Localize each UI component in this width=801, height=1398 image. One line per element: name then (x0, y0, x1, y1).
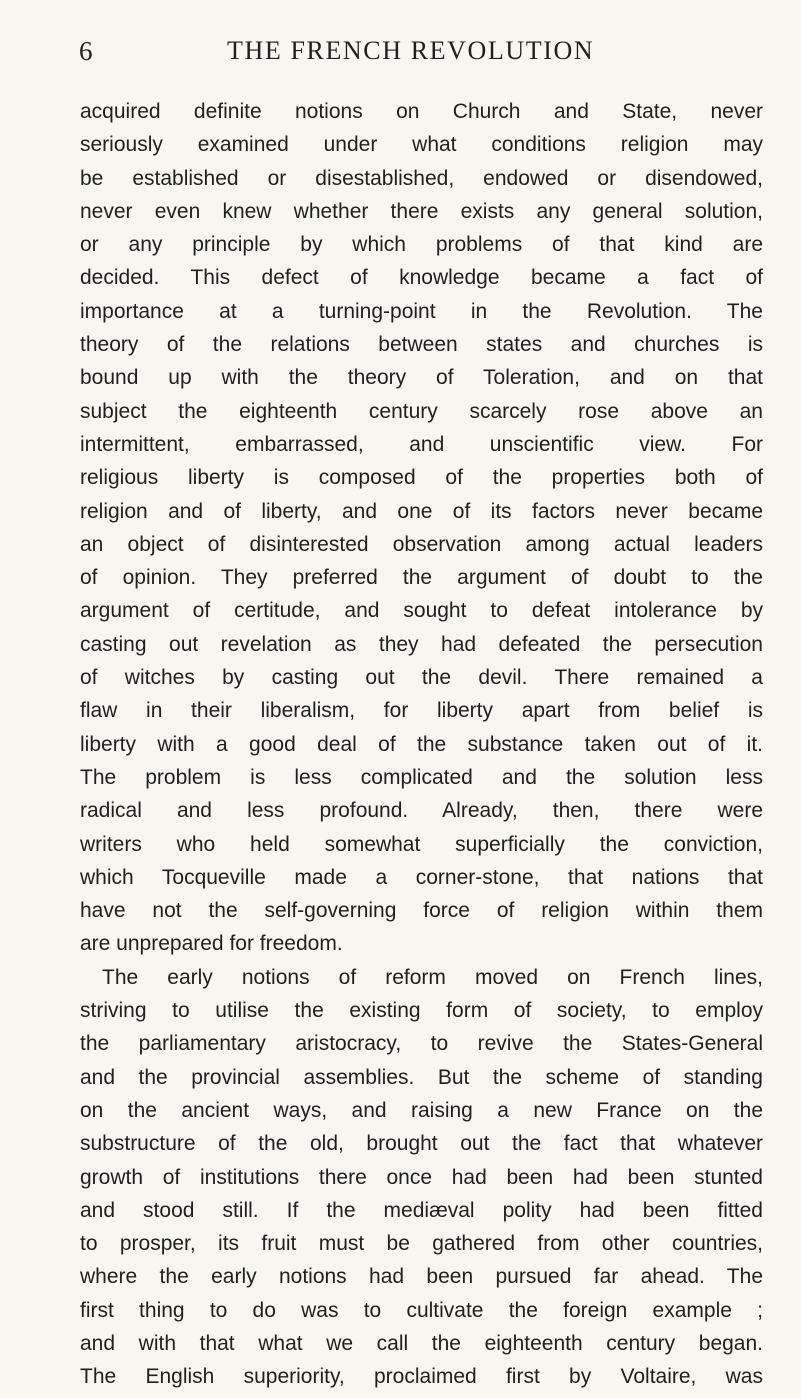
text-line: on the ancient ways, and raising a new France on the (80, 1098, 763, 1122)
paragraph-start-line: The early notions of reform moved on French lines, (102, 965, 763, 989)
text-line: The English superiority, proclaimed first by Voltaire, was (80, 1365, 763, 1389)
text-line: liberty with a good deal of the substance taken out of it. (80, 732, 763, 756)
running-head (79, 36, 722, 76)
text-line: argument of certitude, and sought to defeat intolerance by (80, 599, 763, 623)
text-line: striving to utilise the existing form of society, to employ (80, 999, 763, 1023)
page-number: 6 (79, 36, 93, 66)
paragraph-end-line: are unprepared for freedom. (80, 932, 343, 956)
running-title: THE FRENCH REVOLUTION (227, 36, 595, 65)
text-line: substructure of the old, brought out the fact that whatever (80, 1132, 763, 1156)
text-line: or any principle by which problems of that kind are (80, 233, 763, 257)
text-line: casting out revelation as they had defeated the persecution (80, 632, 763, 656)
text-line: and the provincial assemblies. But the scheme of standing (80, 1065, 763, 1089)
text-line: an object of disinterested observation among actual leaders (80, 532, 763, 556)
text-line: seriously examined under what conditions religion may (80, 133, 763, 157)
text-line: have not the self-governing force of religion within them (80, 899, 763, 923)
text-line: flaw in their liberalism, for liberty apart from belief is (80, 699, 763, 723)
text-line: bound up with the theory of Toleration, and on that (80, 366, 763, 390)
text-line: religious liberty is composed of the properties both of (80, 466, 763, 490)
text-line: to prosper, its fruit must be gathered from other countries, (80, 1232, 763, 1256)
text-line: theory of the relations between states and churches is (80, 333, 763, 357)
text-line: religion and of liberty, and one of its factors never became (80, 499, 763, 523)
text-line: of witches by casting out the devil. There remained a (80, 666, 763, 690)
text-line: never even knew whether there exists any general solution, (80, 199, 763, 223)
text-line: writers who held somewhat superficially the conviction, (80, 832, 763, 856)
text-line: where the early notions had been pursued far ahead. The (80, 1265, 763, 1289)
text-line: the parliamentary aristocracy, to revive the States-General (80, 1032, 763, 1056)
text-line: and stood still. If the mediæval polity had been fitted (80, 1198, 763, 1222)
text-line: decided. This defect of knowledge became a fact of (80, 266, 763, 290)
text-line: The problem is less complicated and the solution less (80, 765, 763, 789)
body-text (80, 95, 763, 1394)
text-line: of opinion. They preferred the argument of doubt to the (80, 566, 763, 590)
text-line: radical and less profound. Already, then, there were (80, 799, 763, 823)
text-line: intermittent, embarrassed, and unscientific view. For (80, 432, 763, 456)
text-line: importance at a turning-point in the Revolution. The (80, 299, 763, 323)
text-line: growth of institutions there once had been had been stunted (80, 1165, 763, 1189)
text-line: which Tocqueville made a corner-stone, that nations that (80, 865, 763, 889)
text-line: subject the eighteenth century scarcely rose above an (80, 399, 763, 423)
text-line: acquired definite notions on Church and State, never (80, 100, 763, 123)
text-line: and with that what we call the eighteenth century began. (80, 1331, 763, 1355)
text-line: be established or disestablished, endowed or disendowed, (80, 166, 763, 190)
text-line: first thing to do was to cultivate the foreign example ; (80, 1298, 763, 1322)
